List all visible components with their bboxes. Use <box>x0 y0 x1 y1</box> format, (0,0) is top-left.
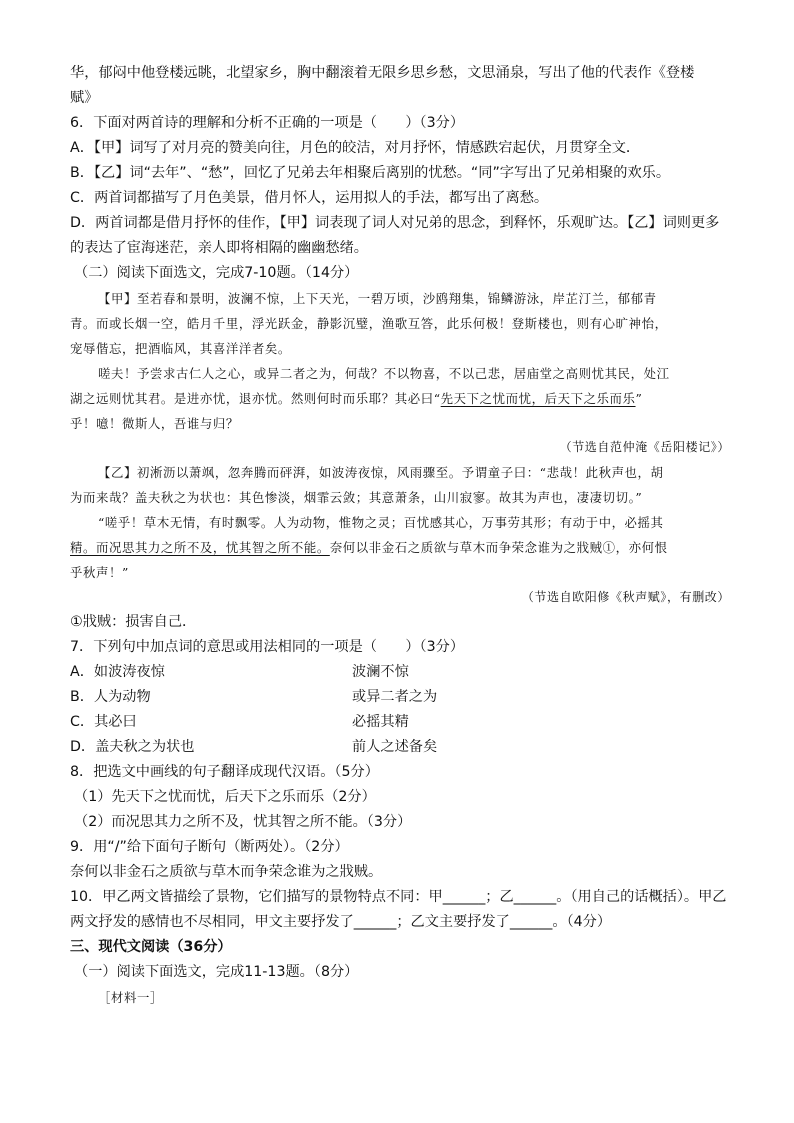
section-3-heading: 三、现代文阅读（36分） <box>70 939 232 955</box>
yi-para-2-line-1: “嗟乎！草木无情，有时飘零。人为动物，惟物之灵；百忧感其心，万事劳其形；有动于中，必摇其 <box>98 515 664 530</box>
q7-option-b-left: B．人为动物 <box>70 689 151 705</box>
material-label: ［材料一］ <box>98 990 163 1005</box>
intro-line-1: 华，郁闷中他登楼远眺，北望家乡，胸中翻滚着无限乡思乡愁，文思涌泉，写出了他的代表作《登楼 <box>70 65 695 81</box>
yi-para-1-line-2: 为而来哉？盖夫秋之为状也：其色惨淡，烟霏云敛；其意萧条，山川寂寥。故其为声也，凄凄切切。” <box>70 490 643 505</box>
yi-para-2-line-3: 乎秋声！” <box>70 565 129 580</box>
yi-para-2-line-2 <box>70 539 668 557</box>
q6-stem: 6．下面对两首诗的理解和分析不正确的一项是（ ）（3分） <box>70 115 465 131</box>
q7-option-b-right: 或异二者之为 <box>352 689 438 705</box>
jia-para-1-line-2: 青。而或长烟一空，皓月千里，浮光跃金，静影沉璧，渔歌互答，此乐何极！登斯楼也，则有心旷神怡， <box>70 316 668 331</box>
q7-option-c-right: 必摇其精 <box>352 714 409 730</box>
q6-option-b: B．【乙】词“去年”、“愁”，回忆了兄弟去年相聚后离别的忧愁。“同”字写出了兄弟相聚的欢乐。 <box>70 165 671 181</box>
jia-source: （节选自范仲淹《岳阳楼记》） <box>559 440 730 454</box>
q7-option-d-left: D．盖夫秋之为状也 <box>70 739 195 755</box>
intro-line-2: 赋》 <box>70 90 99 106</box>
q7-option-c-left: C．其必曰 <box>70 714 137 730</box>
q8-sub-1: （1）先天下之忧而忧，后天下之乐而乐（2分） <box>74 789 376 805</box>
section-2-heading: （二）阅读下面选文，完成7-10题。（14分） <box>74 265 359 281</box>
underlined-sentence-2: 精。而况思其力之所不及，忧其智之所不能。 <box>70 540 330 555</box>
jia-para-2-line-1: 嗟夫！予尝求古仁人之心，或异二者之为，何哉？不以物喜，不以己悲，居庙堂之高则忧其民，处江 <box>98 366 670 381</box>
q7-option-d-right: 前人之述备矣 <box>352 739 438 755</box>
q7-option-a-left: A．如波涛夜惊 <box>70 664 165 680</box>
section-3-sub: （一）阅读下面选文，完成11-13题。（8分） <box>74 964 359 980</box>
q6-option-d-line-2: 的表达了宦海迷茫，亲人即将相隔的幽幽愁绪。 <box>70 240 368 256</box>
yi-para-1-line-1: 【乙】初淅沥以萧飒，忽奔腾而砰湃，如波涛夜惊，风雨骤至。予谓童子曰：“悲哉！此秋声也，胡 <box>98 465 664 480</box>
yi-para-2-text: 奈何以非金石之质欲与草木而争荣念谁为之戕贼①，亦何恨 <box>329 540 668 555</box>
footnote: ①戕贼：损害自己． <box>70 614 197 630</box>
q8-sub-2: （2）而况思其力之所不及，忧其智之所不能。（3分） <box>74 814 412 830</box>
q7-stem: 7．下列句中加点词的意思或用法相同的一项是（ ）（3分） <box>70 639 465 655</box>
q8-stem: 8．把选文中画线的句子翻译成现代汉语。（5分） <box>70 764 379 780</box>
jia-para-2-line-3: 乎！噫！微斯人，吾谁与归？ <box>70 416 239 431</box>
q9-sentence: 奈何以非金石之质欲与草木而争荣念谁为之戕贼。 <box>70 864 383 880</box>
underlined-sentence-1: 先天下之忧而忧，后天下之乐而乐 <box>440 391 636 406</box>
q6-option-a: A．【甲】词写了对月亮的赞美向往，月色的皎洁，对月抒怀，情感跌宕起伏，月贯穿全文． <box>70 140 641 156</box>
closing-quote: ” <box>635 391 643 406</box>
q10-line-1: 10．甲乙两文皆描绘了景物，它们描写的景物特点不同：甲______；乙______。（用自己的话概括）。甲乙 <box>70 889 727 905</box>
q7-option-a-right: 波澜不惊 <box>352 664 409 680</box>
jia-para-2-line-2 <box>70 390 642 408</box>
jia-para-1-line-1: 【甲】至若春和景明，波澜不惊，上下天光，一碧万顷，沙鸥翔集，锦鳞游泳，岸芷汀兰，郁郁青 <box>98 291 657 306</box>
q6-option-c: C．两首词都描写了月色美景，借月怀人，运用拟人的手法，都写出了离愁。 <box>70 190 549 206</box>
yi-source: （节选自欧阳修《秋声赋》，有删改） <box>521 590 730 604</box>
q9-stem: 9．用“/”给下面句子断句（断两处）。（2分） <box>70 839 349 855</box>
q10-line-2: 两文抒发的感情也不尽相同，甲文主要抒发了______；乙文主要抒发了______。（4分） <box>70 914 612 930</box>
jia-para-1-line-3: 宠辱偕忘，把酒临风，其喜洋洋者矣。 <box>70 341 291 356</box>
jia-para-2-text: 湖之远则忧其君。是进亦忧，退亦忧。然则何时而乐耶？其必曰“ <box>70 391 441 406</box>
q6-option-d-line-1: D．两首词都是借月抒怀的佳作，【甲】词表现了词人对兄弟的思念，到释怀，乐观旷达。【乙】词则更多 <box>70 215 720 231</box>
